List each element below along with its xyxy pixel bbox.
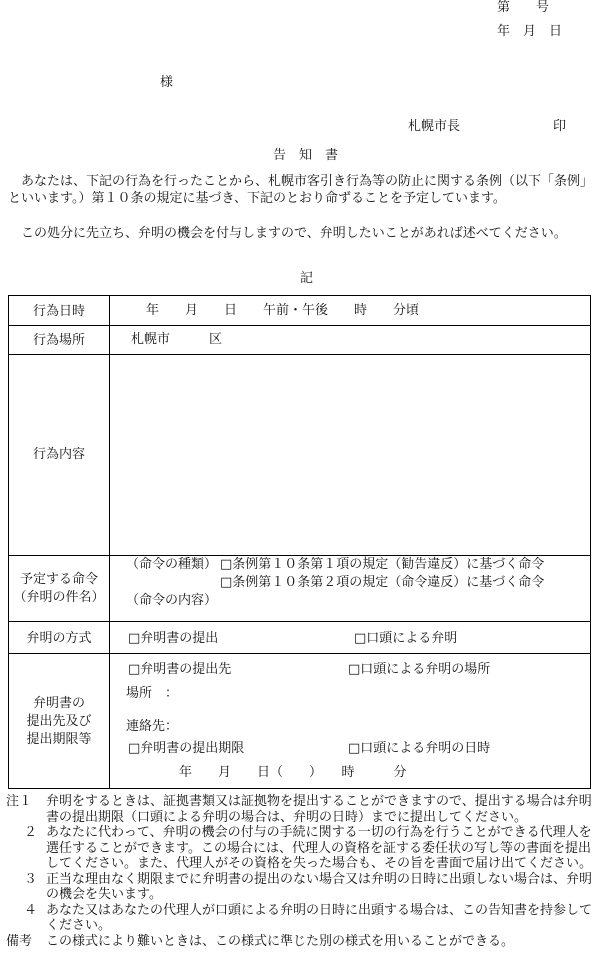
row-divider bbox=[9, 555, 590, 556]
note-number: ４ bbox=[24, 902, 38, 918]
form-column-divider bbox=[109, 296, 110, 788]
note-number: ３ bbox=[24, 871, 38, 887]
order-type-label: （命令の種類） bbox=[126, 557, 218, 572]
row-divider bbox=[9, 325, 590, 326]
dest-option-oral[interactable]: □口頭による弁明の場所 bbox=[348, 662, 491, 677]
note-item bbox=[6, 903, 599, 934]
contact-field[interactable]: 連絡先： bbox=[126, 719, 179, 734]
place-field[interactable]: 場所 ： bbox=[126, 686, 179, 701]
deadline-label-3: 提出期限等 bbox=[26, 732, 92, 747]
row-divider bbox=[9, 653, 590, 654]
method-option-oral[interactable]: □口頭による弁明 bbox=[354, 631, 458, 646]
method-option-written[interactable]: □弁明書の提出 bbox=[128, 631, 219, 646]
deadline-label-1: 弁明書の bbox=[32, 696, 85, 711]
content-field[interactable] bbox=[111, 358, 589, 552]
datetime-label: 行為日時 bbox=[32, 304, 85, 319]
deadline-label-2: 提出先及び bbox=[26, 714, 92, 729]
order-option-1[interactable]: □条例第１０条第１項の規定（勧告違反）に基づく命令 bbox=[220, 557, 545, 572]
notes-section bbox=[6, 794, 599, 949]
remarks-row bbox=[6, 934, 599, 950]
datetime-value[interactable]: 年 月 日 午前・午後 時 分頃 bbox=[146, 303, 420, 318]
deadline-option-oral[interactable]: □口頭による弁明の日時 bbox=[348, 741, 491, 756]
method-label: 弁明の方式 bbox=[26, 631, 92, 646]
order-label-1: 予定する命令 bbox=[19, 572, 98, 587]
note-number: ２ bbox=[24, 825, 38, 840]
order-content-label: （命令の内容） bbox=[126, 593, 218, 608]
note-text: あなた又はあなたの代理人が口頭による弁明の日時に出頭する場合は、この告知書を持参してください。 bbox=[46, 902, 593, 933]
note-item bbox=[6, 872, 599, 903]
note-text: 弁明をするときは、証拠書類又は証拠物を提出することができますので、提出する場合は弁明書の提出期限（口頭による弁明の場合は、弁明の日時）までに提出してください。 bbox=[46, 794, 592, 825]
content-label: 行為内容 bbox=[32, 447, 85, 462]
note-item bbox=[6, 794, 599, 825]
note-text: 正当な理由なく期限までに弁明書の提出のない場合又は弁明の日時に出頭しない場合は、弁明の機会を失います。 bbox=[46, 871, 593, 902]
remarks-label: 備考 bbox=[6, 933, 33, 949]
document-number: 第 号 bbox=[497, 0, 550, 15]
dest-option-written[interactable]: □弁明書の提出先 bbox=[128, 662, 232, 677]
note-text: あなたに代わって、弁明の機会の付与の手続に関する一切の行為を行うことができる代理人を選任することができます。この場合には、代理人の資格を証する委任状の写し等の書面を提出してください。また、代理人がその資格を失った場合も、その旨を書面で届け出てください。 bbox=[46, 825, 593, 871]
document-title: 告 知 書 bbox=[273, 148, 339, 163]
addressee-honorific: 様 bbox=[160, 75, 174, 90]
sender-name: 札幌市長 bbox=[408, 119, 461, 134]
place-label: 行為場所 bbox=[32, 333, 85, 348]
row-divider bbox=[9, 621, 590, 622]
body-paragraph-1: あなたは、下記の行為を行ったことから、札幌市客引き行為等の防止に関する条例（以下「条例」といいます。）第１０条の規定に基づき、下記のとおり命ずることを予定しています。 bbox=[8, 174, 594, 206]
place-value[interactable]: 札幌市 区 bbox=[131, 332, 223, 347]
seal-mark: 印 bbox=[553, 119, 567, 134]
document-date: 年 月 日 bbox=[497, 24, 563, 39]
note-item bbox=[6, 825, 599, 872]
deadline-option-written[interactable]: □弁明書の提出期限 bbox=[128, 741, 245, 756]
note-number: 注１ bbox=[6, 794, 33, 809]
ki-heading: 記 bbox=[300, 271, 314, 286]
notice-form-table bbox=[8, 295, 591, 789]
order-label-2: （弁明の件名） bbox=[13, 590, 105, 605]
deadline-datetime[interactable]: 年 月 日（ ） 時 分 bbox=[179, 765, 407, 780]
remarks-text: この様式により難いときは、この様式に準じた別の様式を用いることができる。 bbox=[46, 933, 515, 949]
body-paragraph-2: この処分に先立ち、弁明の機会を付与しますので、弁明したいことがあれば述べてください。 bbox=[21, 226, 567, 241]
order-option-2[interactable]: □条例第１０条第２項の規定（命令違反）に基づく命令 bbox=[220, 575, 545, 590]
row-divider bbox=[9, 354, 590, 355]
